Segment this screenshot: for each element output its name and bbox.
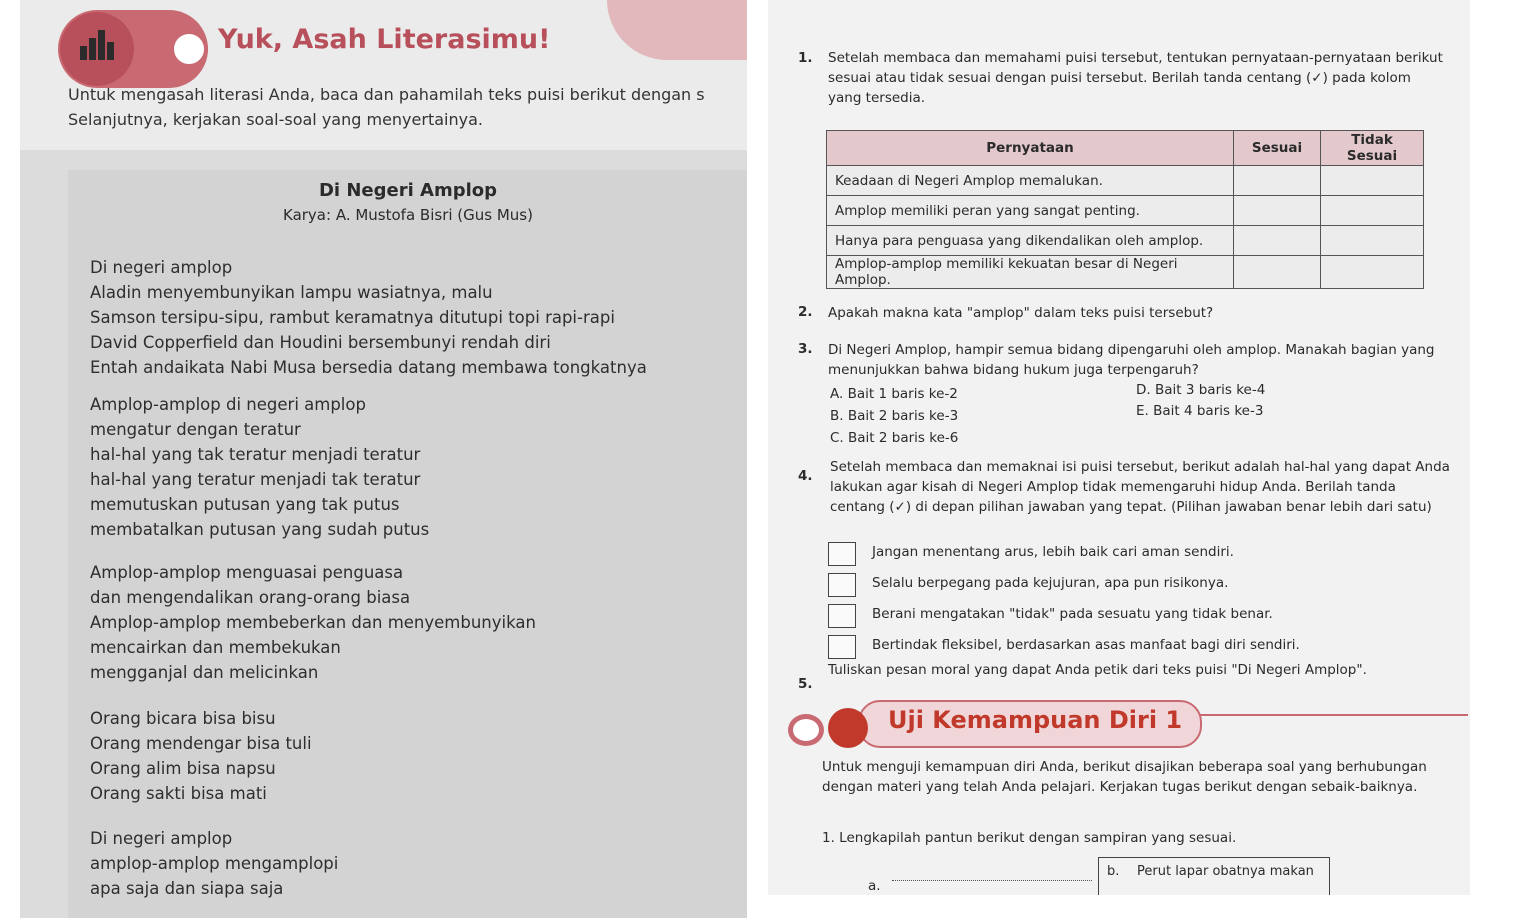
poem-stanza-1: [90, 255, 647, 380]
option-d[interactable]: D. Bait 3 baris ke-4: [1136, 382, 1266, 398]
sesuai-cell[interactable]: [1234, 166, 1321, 196]
poem-line: memutuskan putusan yang tak putus: [90, 495, 400, 514]
question-3-text: Di Negeri Amplop, hampir semua bidang dipengaruhi oleh amplop. Manakah bagian yang menunjukkan bahwa bidang hukum juga terpengaruh?: [828, 342, 1435, 378]
poem-line: mencairkan dan membekukan: [90, 638, 341, 657]
tidak-sesuai-cell[interactable]: [1321, 196, 1424, 226]
tidak-sesuai-cell[interactable]: [1321, 166, 1424, 196]
poem-line: David Copperfield dan Houdini bersembunyi rendah diri: [90, 333, 551, 352]
table-row: [827, 226, 1424, 256]
poem-stanza-2: [90, 392, 429, 542]
poem-line: hal-hal yang teratur menjadi tak teratur: [90, 470, 421, 489]
poem-line: dan mengendalikan orang-orang biasa: [90, 588, 411, 607]
poem-line: Di negeri amplop: [90, 829, 233, 848]
option-c[interactable]: C. Bait 2 baris ke-6: [830, 430, 959, 446]
checkbox-label: Jangan menentang arus, lebih baik cari aman sendiri.: [872, 544, 1234, 560]
option-a[interactable]: A. Bait 1 baris ke-2: [830, 386, 958, 402]
question-1-text: Setelah membaca dan memahami puisi tersebut, tentukan pernyataan-pernyataan berikut sesuai atau tidak sesuai dengan puisi tersebut. Berilah tanda centang (✓) pada kolom yang tersedia.: [828, 50, 1443, 106]
answer-b-label: b.: [1107, 864, 1120, 879]
poem-author: Karya: A. Mustofa Bisri (Gus Mus): [283, 206, 533, 224]
statement-cell: Keadaan di Negeri Amplop memalukan.: [827, 166, 1234, 196]
tidak-sesuai-cell[interactable]: [1321, 256, 1424, 289]
poem-stanza-3: [90, 560, 536, 685]
banner-ring: [788, 714, 824, 746]
intro-line-1: Untuk mengasah literasi Anda, baca dan pahamilah teks puisi berikut dengan s: [68, 85, 705, 104]
column-header: Tidak Sesuai: [1321, 131, 1424, 166]
question-5-number: 5.: [798, 676, 813, 692]
answer-a-line[interactable]: [892, 880, 1092, 881]
section-title: Yuk, Asah Literasimu!: [218, 24, 551, 55]
poem-line: Orang mendengar bisa tuli: [90, 734, 312, 753]
poem-line: Amplop-amplop menguasai penguasa: [90, 563, 404, 582]
table-row: [827, 166, 1424, 196]
badge-ring: [170, 30, 208, 68]
pantun-b-line: Perut lapar obatnya makan: [1137, 864, 1314, 879]
checkbox-label: Selalu berpegang pada kejujuran, apa pun risikonya.: [872, 575, 1229, 591]
poem-stanza-5: [90, 826, 338, 901]
uji-question-1: 1. Lengkapilah pantun berikut dengan sampiran yang sesuai.: [822, 830, 1237, 846]
poem-line: membatalkan putusan yang sudah putus: [90, 520, 430, 539]
poem-stanza-4: [90, 706, 312, 806]
poem-line: Samson tersipu-sipu, rambut keramatnya ditutupi topi rapi-rapi: [90, 308, 615, 327]
sesuai-cell[interactable]: [1234, 196, 1321, 226]
question-4-number: 4.: [798, 468, 813, 484]
poem-box: [68, 170, 747, 918]
poem-line: Aladin menyembunyikan lampu wasiatnya, malu: [90, 283, 493, 302]
statement-cell: Amplop memiliki peran yang sangat penting.: [827, 196, 1234, 226]
column-header: Pernyataan: [827, 131, 1234, 166]
poem-title: Di Negeri Amplop: [318, 180, 498, 201]
question-2-number: 2.: [798, 304, 813, 320]
option-b[interactable]: B. Bait 2 baris ke-3: [830, 408, 959, 424]
answer-a-label: a.: [868, 878, 881, 894]
poem-line: Di negeri amplop: [90, 258, 233, 277]
statement-cell: Hanya para penguasa yang dikendalikan oleh amplop.: [827, 226, 1234, 256]
question-5-text: Tuliskan pesan moral yang dapat Anda petik dari teks puisi "Di Negeri Amplop".: [828, 662, 1367, 678]
left-page: [20, 0, 747, 918]
poem-line: apa saja dan siapa saja: [90, 879, 284, 898]
checkbox[interactable]: [828, 635, 856, 659]
table-header-row: [827, 131, 1424, 166]
poem-line: amplop-amplop mengamplopi: [90, 854, 339, 873]
poem-line: Orang sakti bisa mati: [90, 784, 267, 803]
statement-table: [826, 130, 1424, 289]
gear-icon: [828, 708, 868, 748]
checkbox[interactable]: [828, 604, 856, 628]
uji-title: Uji Kemampuan Diri 1: [888, 706, 1183, 734]
uji-kemampuan-header: [788, 700, 1468, 760]
intro-text: [68, 82, 747, 132]
table-row: [827, 196, 1424, 226]
intro-line-2: Selanjutnya, kerjakan soal-soal yang menyertainya.: [68, 110, 483, 129]
option-e[interactable]: E. Bait 4 baris ke-3: [1136, 403, 1264, 419]
question-4-text: Setelah membaca dan memaknai isi puisi tersebut, berikut adalah hal-hal yang dapat Anda lakukan agar kisah di Negeri Amplop tidak memengaruhi hidup Anda. Berilah tanda centang (✓) di depan pilihan jawaban yang tepat. (Pilihan jawaban benar lebih dari satu): [830, 459, 1450, 515]
table-row: [827, 256, 1424, 289]
checkbox[interactable]: [828, 573, 856, 597]
poem-line: Orang alim bisa napsu: [90, 759, 276, 778]
header-divider: [1198, 714, 1468, 716]
sesuai-cell[interactable]: [1234, 226, 1321, 256]
poem-line: Amplop-amplop di negeri amplop: [90, 395, 366, 414]
checkbox[interactable]: [828, 542, 856, 566]
right-page: [768, 0, 1470, 895]
poem-line: Entah andaikata Nabi Musa bersedia datang membawa tongkatnya: [90, 358, 647, 377]
header-decoration: [607, 0, 747, 60]
pantun-b-box: [1098, 857, 1330, 895]
question-3-number: 3.: [798, 341, 813, 357]
question-2-text: Apakah makna kata "amplop" dalam teks puisi tersebut?: [828, 305, 1214, 321]
poem-line: mengatur dengan teratur: [90, 420, 301, 439]
sesuai-cell[interactable]: [1234, 256, 1321, 289]
poem-line: hal-hal yang tak teratur menjadi teratur: [90, 445, 421, 464]
tidak-sesuai-cell[interactable]: [1321, 226, 1424, 256]
statement-cell: Amplop-amplop memiliki kekuatan besar di Negeri Amplop.: [827, 256, 1234, 289]
bar-chart-icon: [80, 30, 118, 60]
poem-line: mengganjal dan melicinkan: [90, 663, 319, 682]
checkbox-label: Berani mengatakan "tidak" pada sesuatu yang tidak benar.: [872, 606, 1273, 622]
poem-line: Amplop-amplop membeberkan dan menyembunyikan: [90, 613, 536, 632]
question-1-number: 1.: [798, 50, 813, 66]
uji-intro-text: Untuk menguji kemampuan diri Anda, berikut disajikan beberapa soal yang berhubungan dengan materi yang telah Anda pelajari. Kerjakan tugas berikut dengan sebaik-baiknya.: [822, 759, 1427, 795]
poem-line: Orang bicara bisa bisu: [90, 709, 276, 728]
checkbox-label: Bertindak fleksibel, berdasarkan asas manfaat bagi diri sendiri.: [872, 637, 1300, 653]
column-header: Sesuai: [1234, 131, 1321, 166]
